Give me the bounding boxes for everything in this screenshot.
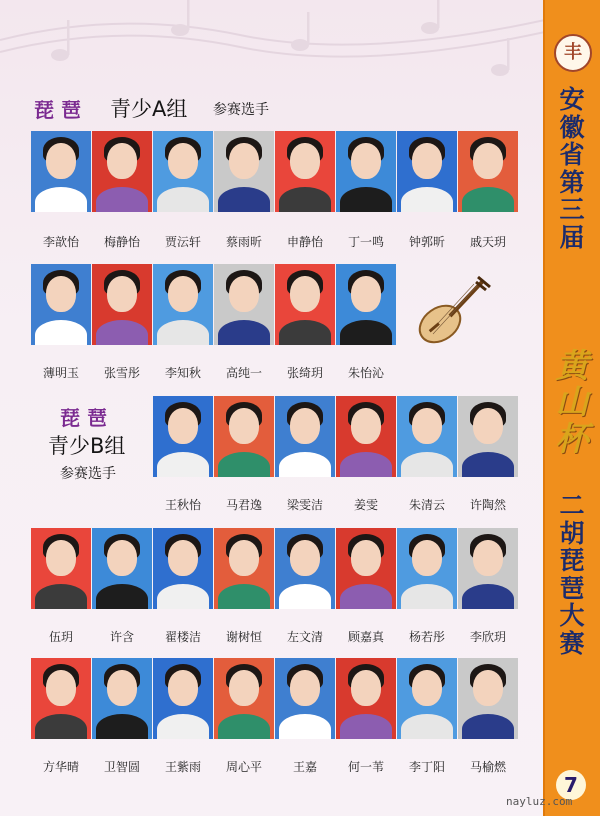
contestant-photo — [214, 528, 274, 609]
page-number: 7 — [556, 770, 586, 800]
watermark: nayluz.com — [506, 795, 573, 808]
contestant-name: 李欣玥 — [469, 630, 506, 644]
contestant-name: 王嘉 — [292, 760, 317, 774]
contestant-photo — [397, 131, 457, 212]
contestant-photo — [214, 131, 274, 212]
pipa-icon — [412, 270, 494, 350]
section-a-pipa-label: 琵 琶 — [34, 98, 81, 122]
contestant-name: 谢树恒 — [225, 630, 262, 644]
contestant-name: 方华晴 — [42, 760, 79, 774]
contestant-photo — [458, 396, 518, 477]
contestant-name: 贾沄轩 — [164, 235, 201, 249]
contestant-photo — [153, 396, 213, 477]
contestant-name: 伍玥 — [48, 630, 73, 644]
contestant-name: 丁一鸣 — [347, 235, 384, 249]
section-b-pipa-label: 琵 琶 — [60, 406, 107, 430]
contestant-name: 马君逸 — [225, 498, 262, 512]
contestant-photo — [92, 264, 152, 345]
contestant-photo — [214, 264, 274, 345]
contestant-photo — [92, 658, 152, 739]
contestant-photo — [214, 658, 274, 739]
section-a-group-title: 青少A组 — [110, 97, 188, 121]
contestant-name: 翟楼洁 — [164, 630, 201, 644]
contestant-photo — [31, 131, 91, 212]
contestant-name: 马榆燃 — [469, 760, 506, 774]
contestant-name: 钟郭昕 — [408, 235, 445, 249]
contestant-photo — [31, 658, 91, 739]
sidebar — [543, 0, 600, 816]
contestant-name: 李丁阳 — [408, 760, 445, 774]
contestant-name: 王紫雨 — [164, 760, 201, 774]
contestant-photo — [458, 658, 518, 739]
section-b-subtitle: 参赛选手 — [60, 466, 116, 482]
contestant-name: 许陶然 — [469, 498, 506, 512]
contestant-photo — [275, 396, 335, 477]
contestant-name: 高纯一 — [225, 366, 262, 380]
contestant-photo — [214, 396, 274, 477]
contestant-photo — [153, 264, 213, 345]
contestant-photo — [153, 131, 213, 212]
contestant-name: 周心平 — [225, 760, 262, 774]
contestant-photo — [92, 528, 152, 609]
contestant-name: 蔡雨昕 — [225, 235, 262, 249]
contestant-name: 卫智圆 — [103, 760, 140, 774]
contestant-name: 李歆怡 — [42, 235, 79, 249]
contestant-name: 李知秋 — [164, 366, 201, 380]
section-a-subtitle: 参赛选手 — [213, 102, 269, 118]
contestant-photo — [336, 528, 396, 609]
contestant-name: 顾嘉真 — [347, 630, 384, 644]
contestant-photo — [336, 658, 396, 739]
contestant-name: 姜雯 — [353, 498, 378, 512]
contestant-name: 张雪彤 — [103, 366, 140, 380]
contestant-photo — [336, 131, 396, 212]
contestant-photo — [397, 396, 457, 477]
section-b-group-title: 青少B组 — [48, 434, 126, 458]
sidebar-title-line1: 安 徽 省 第 三 届 — [559, 85, 585, 252]
competition-logo: 丰 — [554, 34, 592, 72]
contestant-name: 梅静怡 — [103, 235, 140, 249]
contestant-name: 朱清云 — [408, 498, 445, 512]
contestant-photo — [31, 528, 91, 609]
contestant-name: 张绮玥 — [286, 366, 323, 380]
contestant-name: 左文清 — [286, 630, 323, 644]
contestant-photo — [275, 264, 335, 345]
contestant-photo — [153, 658, 213, 739]
contestant-photo — [31, 264, 91, 345]
contestant-photo — [458, 131, 518, 212]
contestant-photo — [92, 131, 152, 212]
sidebar-title-line2: 黄 山 杯 — [555, 346, 589, 458]
contestant-name: 薄明玉 — [42, 366, 79, 380]
contestant-name: 何一苇 — [347, 760, 384, 774]
contestant-name: 朱怡沁 — [347, 366, 384, 380]
contestant-photo — [336, 264, 396, 345]
contestant-photo — [275, 131, 335, 212]
contestant-name: 王秋怡 — [164, 498, 201, 512]
contestant-name: 申静怡 — [286, 235, 323, 249]
contestant-photo — [153, 528, 213, 609]
sidebar-title-line3: 二 胡 琵 琶 大 赛 — [559, 491, 585, 658]
contestant-photo — [275, 528, 335, 609]
contestant-photo — [397, 658, 457, 739]
contestant-photo — [275, 658, 335, 739]
music-notes-icon — [0, 0, 545, 110]
contestant-photo — [397, 528, 457, 609]
contestant-name: 戚天玥 — [469, 235, 506, 249]
contestant-photo — [458, 528, 518, 609]
contestant-name: 杨若彤 — [408, 630, 445, 644]
contestant-name: 梁雯洁 — [286, 498, 323, 512]
contestant-photo — [336, 396, 396, 477]
contestant-name: 许含 — [109, 630, 134, 644]
